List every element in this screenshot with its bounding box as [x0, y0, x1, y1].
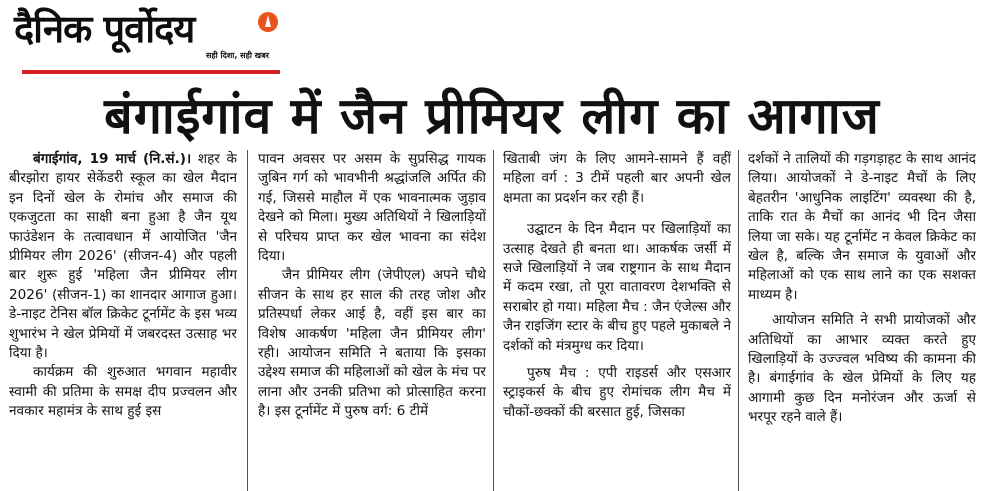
article-paragraph: उद्घाटन के दिन मैदान पर खिलाड़ियों का उत्साह देखते ही बनता था। आकर्षक जर्सी में सजे खिलाड़ियों ने जब राष्ट्रगान के साथ मैदान में कदम रखा, तो पूरा वातावरण देशभक्ति से सराबोर हो गया। महिला मैच : जैन एंजेल्स और जैन राइजिंग स्टार के बीच हुए पहले मुकाबले ने दर्शकों को मंत्रमुग्ध कर दिया।	[503, 221, 731, 354]
article-paragraph: जैन प्रीमियर लीग (जेपीएल) अपने चौथे सीजन के साथ हर साल की तरह जोश और प्रतिस्पर्धा लेकर आई है, वहीं इस बार का विशेष आकर्षण 'महिला जैन प्रीमियर लीग' रही। आयोजन समिति ने बताया कि इसका उद्देश्य समाज की महिलाओं को खेल के मंच पर लाना और उनकी प्रतिभा को प्रोत्साहित करना है। इस टूर्नामेंट में पुरुष वर्ग: 6 टीमें	[258, 267, 486, 420]
column-divider	[247, 150, 248, 491]
article-headline: बंगाईगांव में जैन प्रीमियर लीग का आगाज	[104, 87, 880, 145]
masthead-red-bar	[22, 70, 280, 74]
newspaper-logo: दैनिक पूर्वोदय	[14, 7, 195, 51]
article-column-2	[258, 150, 486, 491]
article-paragraph: कार्यक्रम की शुरुआत भगवान महावीर स्वामी की प्रतिमा के समक्ष दीप प्रज्वलन और नवकार महामंत्र के साथ हुई इस	[9, 364, 237, 420]
article-paragraph: शहर के बीरझोरा हायर सेकेंडरी स्कूल का खेल मैदान इन दिनों खेल के रोमांच और समाज की एकजुटता का साक्षी बना हुआ है जैन यूथ फाउंडेशन के तत्वावधान में आयोजित 'जैन प्रीमियर लीग 2026' (सीजन-4) और पहली बार शुरू हुई 'महिला जैन प्रीमियर लीग 2026' (सीजन-1) का शानदार आगाज हुआ। डे-नाइट टेनिस बॉल क्रिकेट टूर्नामेंट के इस भव्य शुभारंभ ने खेल प्रेमियों में जबरदस्त उत्साह भर दिया है।	[9, 151, 237, 362]
article-paragraph: दर्शकों ने तालियों की गड़गड़ाहट के साथ आनंद लिया। आयोजकों ने डे-नाइट मैचों के लिए बेहतरीन 'आधुनिक लाइटिंग' व्यवस्था की है, ताकि रात के मैचों का आनंद भी दिन जैसा लिया जा सके। यह टूर्नामेंट न केवल क्रिकेट का खेल है, बल्कि जैन समाज के युवाओं और महिलाओं को एक साथ लाने का एक सशक्त माध्यम है।	[748, 151, 976, 303]
column-divider	[738, 150, 739, 491]
article-paragraph: खिताबी जंग के लिए आमने-सामने हैं वहीं महिला वर्ग : 3 टीमें पहली बार अपनी खेल क्षमता का प्रदर्शन कर रही हैं।	[503, 151, 731, 206]
article-column-1	[9, 150, 237, 491]
logo-flame-icon	[258, 12, 278, 32]
masthead	[10, 2, 280, 72]
newspaper-tagline: सही दिशा, सही खबर	[206, 51, 270, 60]
article-column-3	[503, 150, 731, 491]
article-paragraph: आयोजन समिति ने सभी प्रायोजकों और अतिथियों का आभार व्यक्त करते हुए खिलाड़ियों के उज्ज्वल भविष्य की कामना की है। बंगाईगांव के खेल प्रेमियों के लिए यह आगामी कुछ दिन मनोरंजन और ऊर्जा से भरपूर रहने वाले हैं।	[748, 312, 976, 426]
article-paragraph: पुरुष मैच : एपी राइडर्स और एसआर स्ट्राइकर्स के बीच हुए रोमांचक लीग मैच में चौकों-छक्कों की बरसात हुई, जिसका	[503, 365, 731, 420]
column-divider	[493, 150, 494, 491]
article-paragraph: पावन अवसर पर असम के सुप्रसिद्ध गायक जुबिन गर्ग को भावभीनी श्रद्धांजलि अर्पित की गई, जिससे माहौल में एक भावनात्मक जुड़ाव देखने को मिला। मुख्य अतिथियों ने खिलाड़ियों से परिचय प्राप्त कर खेल भावना का संदेश दिया।	[258, 151, 486, 265]
article-column-4	[748, 150, 976, 491]
article-dateline: बंगाईगांव, 19 मार्च (नि.सं.)।	[33, 151, 192, 167]
